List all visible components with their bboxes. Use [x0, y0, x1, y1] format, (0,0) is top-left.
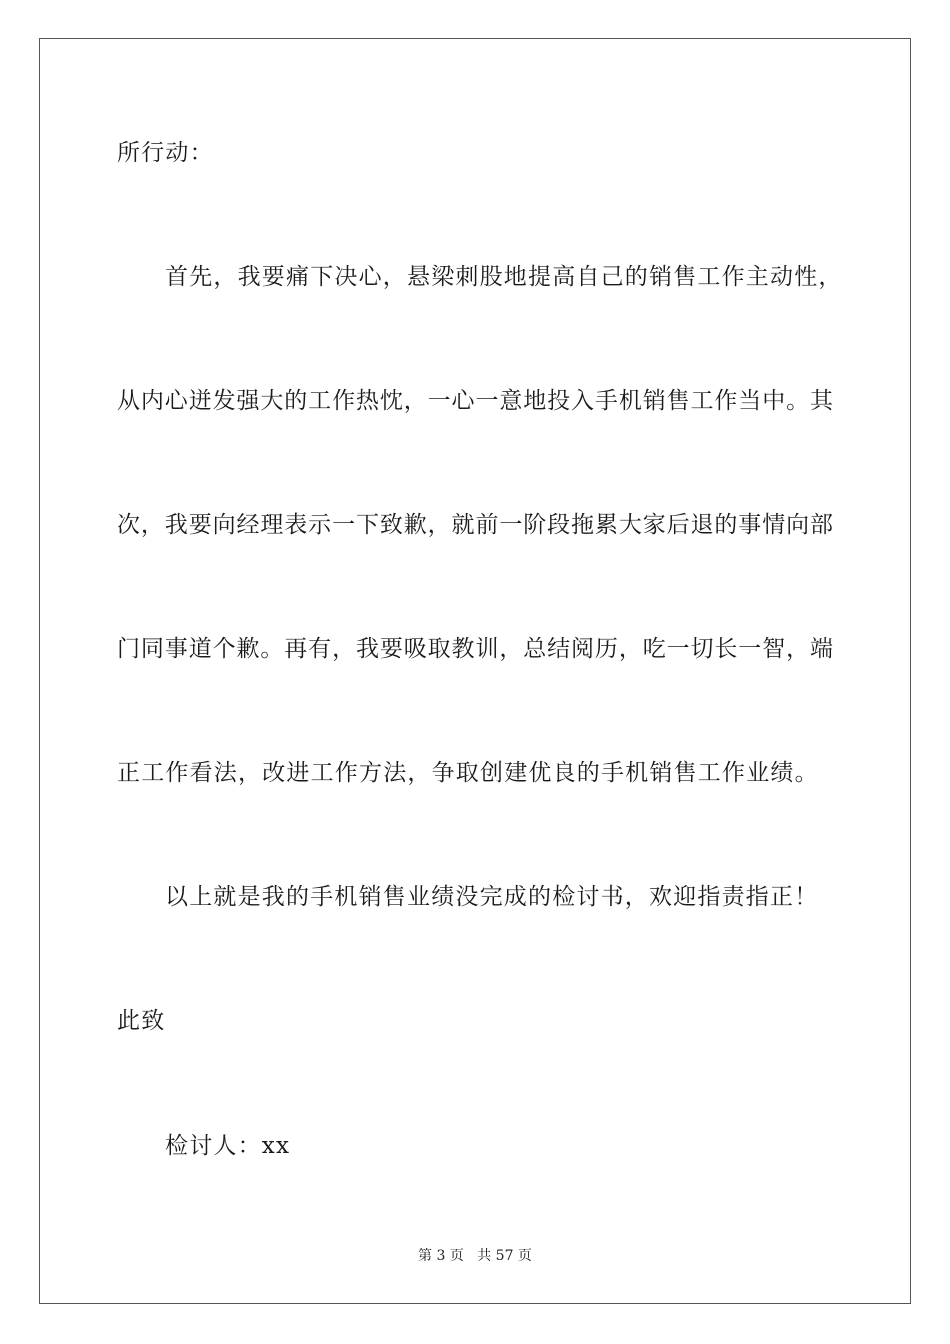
page-number: 第 3 页	[418, 1248, 464, 1264]
signature-line: 检讨人：xx	[165, 1133, 291, 1159]
salutation: 此致	[117, 1008, 166, 1034]
page-total: 共 57 页	[477, 1248, 532, 1264]
text-line-5: 门同事道个歉。再有，我要吸取教训，总结阅历，吃一切长一智，端	[117, 636, 833, 662]
page-border	[39, 38, 911, 1304]
text-line-1: 所行动：	[117, 140, 214, 166]
closing-paragraph: 以上就是我的手机销售业绩没完成的检讨书，欢迎指责指正！	[165, 884, 819, 910]
page-footer	[0, 1247, 950, 1265]
paragraph-first-line: 首先，我要痛下决心，悬梁刺股地提高自己的销售工作主动性，	[165, 264, 843, 290]
text-line-4: 次，我要向经理表示一下致歉，就前一阶段拖累大家后退的事情向部	[117, 512, 833, 538]
text-line-6: 正工作看法，改进工作方法，争取创建优良的手机销售工作业绩。	[117, 760, 819, 786]
text-line-3: 从内心迸发强大的工作热忱，一心一意地投入手机销售工作当中。其	[117, 388, 833, 414]
